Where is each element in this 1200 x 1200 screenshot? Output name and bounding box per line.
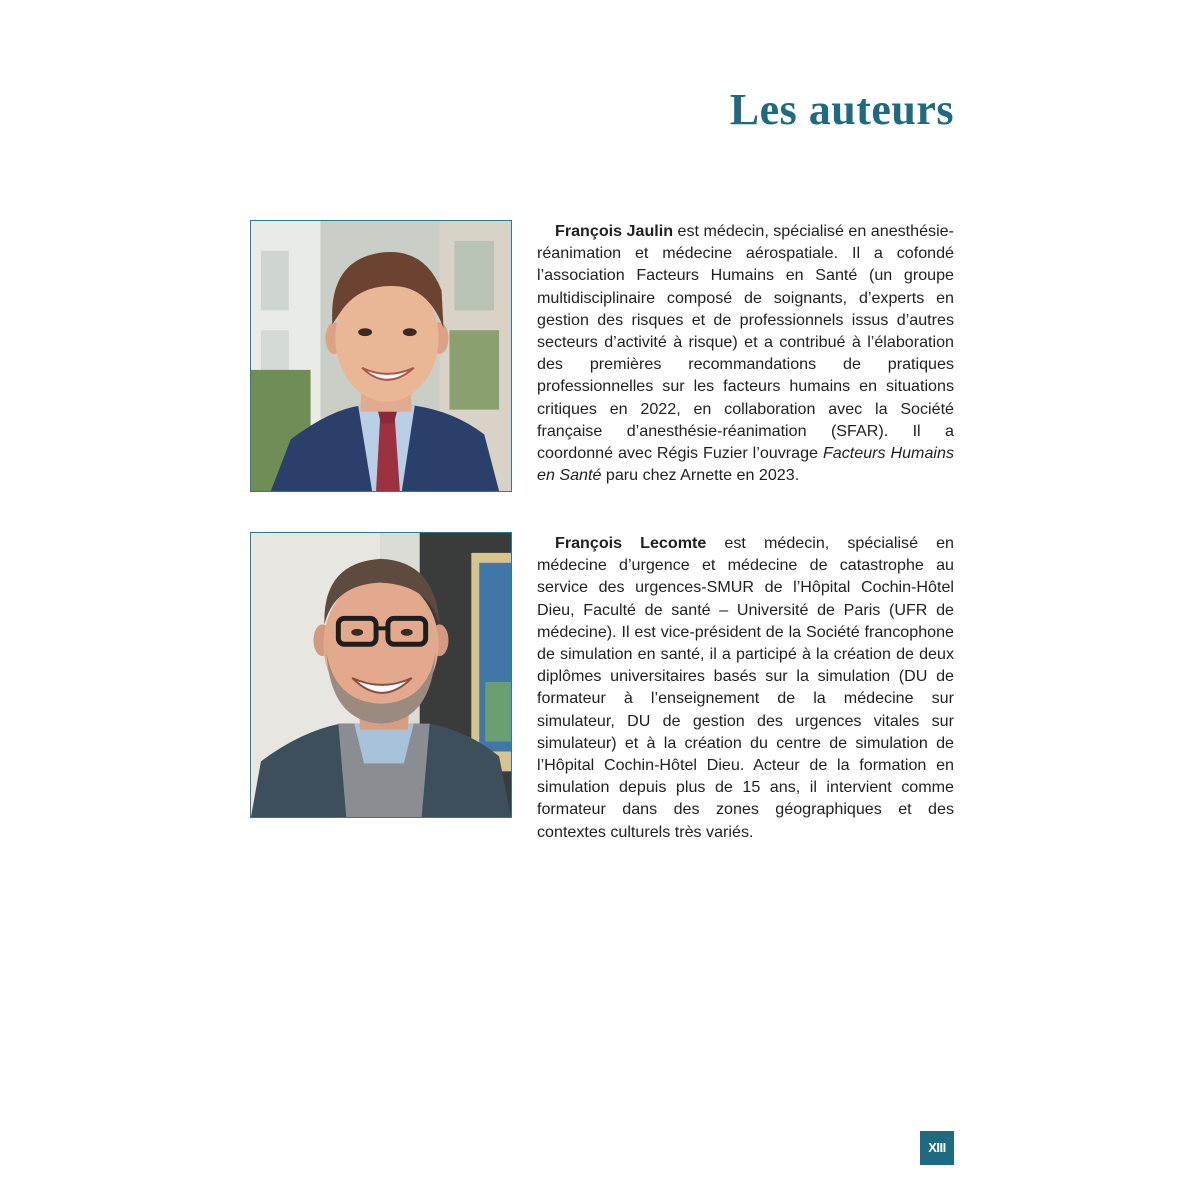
author-name: François Lecomte [555, 534, 707, 552]
author-bio-text: est médecin, spécialisé en anesthésie-réanimation et médecine aérospatiale. Il a cofondé l’association Facteurs Humains en Santé (un groupe multidisciplinaire composé de soignants, d’experts en gestion des risques et de professionnels issus d’autres secteurs d’activité à risque) et a contribué à l’élaboration des premières recommandations de pratiques professionnelles sur les facteurs humains en situations critiques en 2022, en collaboration avec la Société française d’anesthésie-réanimation (SFAR). Il a coordonné avec Régis Fuzier l’ouvrage [537, 222, 954, 463]
author-photo [250, 220, 512, 492]
author-bio-text-end: paru chez Arnette en 2023. [601, 466, 800, 485]
portrait-illustration [251, 533, 511, 817]
book-title: Facteurs Humains en Santé [537, 444, 954, 485]
page-number-badge: XIII [920, 1131, 954, 1165]
author-bio [537, 220, 954, 486]
author-photo [250, 532, 512, 818]
author-bio [537, 532, 954, 843]
author-name: François Jaulin [555, 222, 674, 240]
portrait-illustration [251, 221, 511, 491]
page-title: Les auteurs [729, 85, 954, 134]
author-bio-text: est médecin, spécialisé en médecine d’urgence et médecine de catastrophe au service des urgences-SMUR de l’Hôpital Cochin-Hôtel Dieu, Faculté de santé – Université de Paris (UFR de médecine). Il est vice-président de la Société francophone de simulation en santé, il a participé à la création de deux diplômes universitaires basés sur la simulation (DU de formateur à l’enseignement de la médecine sur simulateur, DU de gestion des urgences vitales sur simulateur) et à la création du centre de simulation de l’Hôpital Cochin-Hôtel Dieu. Acteur de la formation en simulation depuis plus de 15 ans, il intervient comme formateur dans des zones géographiques et des contextes culturels très variés. [537, 534, 954, 841]
